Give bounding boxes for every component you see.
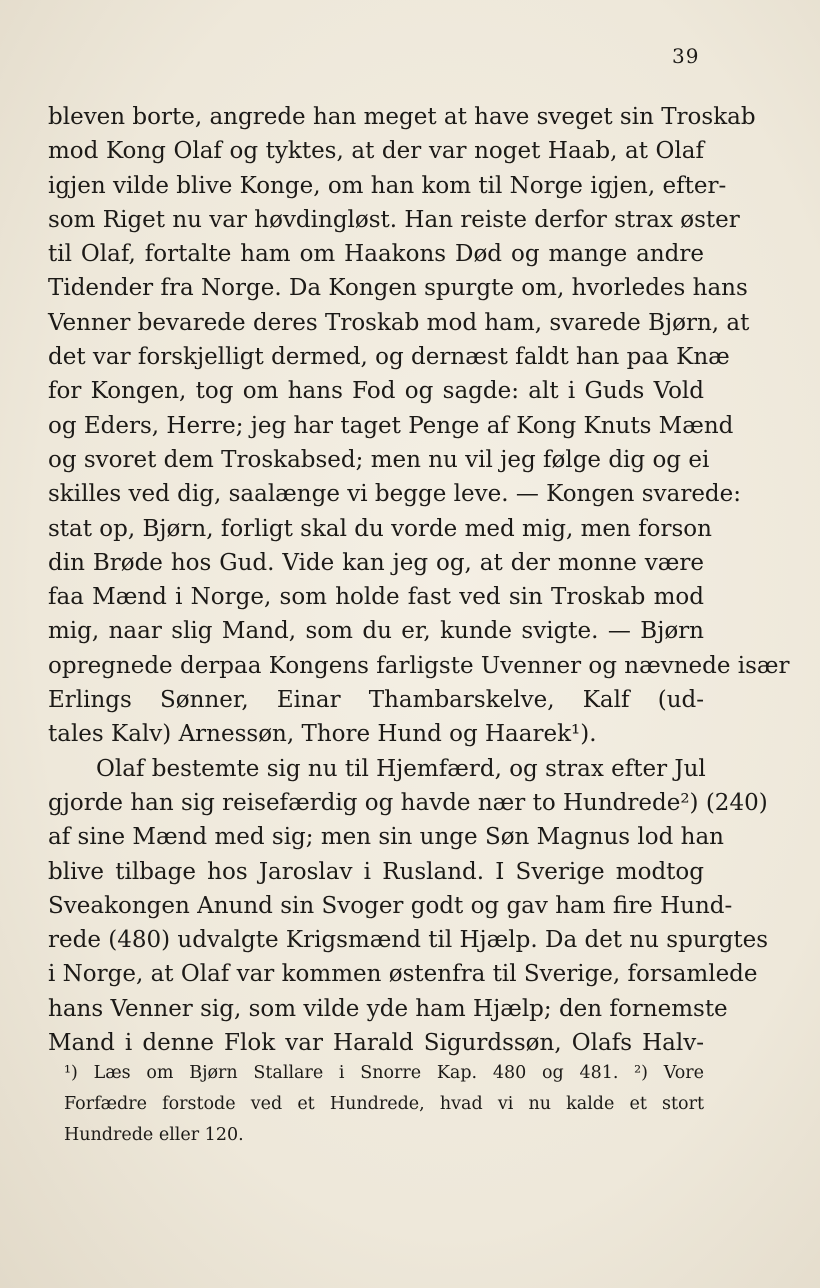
text-line: af sine Mænd med sig; men sin unge Søn Magnus lod han — [48, 824, 724, 851]
text-line: gjorde han sig reisefærdig og havde nær to Hundrede²) (240) — [48, 789, 768, 816]
text-line: til Olaf, fortalte ham om Haakons Død og mange andre — [48, 241, 704, 268]
text-line: og Eders, Herre; jeg har taget Penge af Kong Knuts Mænd — [48, 412, 734, 439]
text-line: opregnede derpaa Kongens farligste Uvenner og nævnede især — [48, 652, 790, 679]
text-line: rede (480) udvalgte Krigsmænd til Hjælp. Da det nu spurgtes — [48, 927, 769, 954]
page-number: 39 — [672, 44, 700, 68]
text-line: mig, naar slig Mand, som du er, kunde svigte. — Bjørn — [48, 618, 704, 645]
text-line: i Norge, at Olaf var kommen østenfra til Sverige, forsamlede — [48, 961, 758, 988]
text-line: faa Mænd i Norge, som holde fast ved sin Troskab mod — [48, 584, 704, 611]
text-line: skilles ved dig, saalænge vi begge leve. — Kongen svarede: — [48, 481, 742, 508]
text-line: din Brøde hos Gud. Vide kan jeg og, at der monne være — [48, 549, 704, 576]
text-line: mod Kong Olaf og tyktes, at der var noget Haab, at Olaf — [48, 138, 704, 165]
text-line: stat op, Bjørn, forligt skal du vorde med mig, men forson — [48, 515, 712, 542]
text-line: for Kongen, tog om hans Fod og sagde: alt i Guds Vold — [48, 378, 704, 405]
text-line: og svoret dem Troskabsed; men nu vil jeg følge dig og ei — [48, 446, 710, 473]
text-line: Olaf bestemte sig nu til Hjemfærd, og strax efter Jul — [96, 755, 706, 782]
footnote-line: Forfædre forstode ved et Hundrede, hvad vi nu kalde et stort — [64, 1094, 704, 1114]
text-line: Mand i denne Flok var Harald Sigurdssøn, Olafs Halv- — [48, 1030, 704, 1057]
text-line: igjen vilde blive Konge, om han kom til Norge igjen, efter- — [48, 172, 727, 199]
text-line: Venner bevarede deres Troskab mod ham, svarede Bjørn, at — [48, 309, 750, 336]
footnotes — [64, 1058, 704, 1151]
text-line: blive tilbage hos Jaroslav i Rusland. I Sverige modtog — [48, 858, 704, 885]
text-line: Sveakongen Anund sin Svoger godt og gav ham fire Hund- — [48, 892, 733, 919]
footnote-line: Hundrede eller 120. — [64, 1125, 244, 1145]
text-line: bleven borte, angrede han meget at have sveget sin Troskab — [48, 104, 756, 130]
text-line: Tidender fra Norge. Da Kongen spurgte om, hvorledes hans — [48, 275, 748, 302]
text-line: det var forskjelligt dermed, og dernæst faldt han paa Knæ — [48, 344, 730, 371]
text-line: som Riget nu var høvdingløst. Han reiste derfor strax øster — [48, 206, 740, 233]
footnote-line: ¹) Læs om Bjørn Stallare i Snorre Kap. 480 og 481. ²) Vore — [64, 1063, 704, 1083]
body-text — [48, 100, 790, 1060]
text-line: tales Kalv) Arnessøn, Thore Hund og Haarek¹). — [48, 721, 597, 748]
text-line: Erlings Sønner, Einar Thambarskelve, Kalf (ud- — [48, 687, 704, 714]
text-line: hans Venner sig, som vilde yde ham Hjælp; den fornemste — [48, 995, 728, 1022]
